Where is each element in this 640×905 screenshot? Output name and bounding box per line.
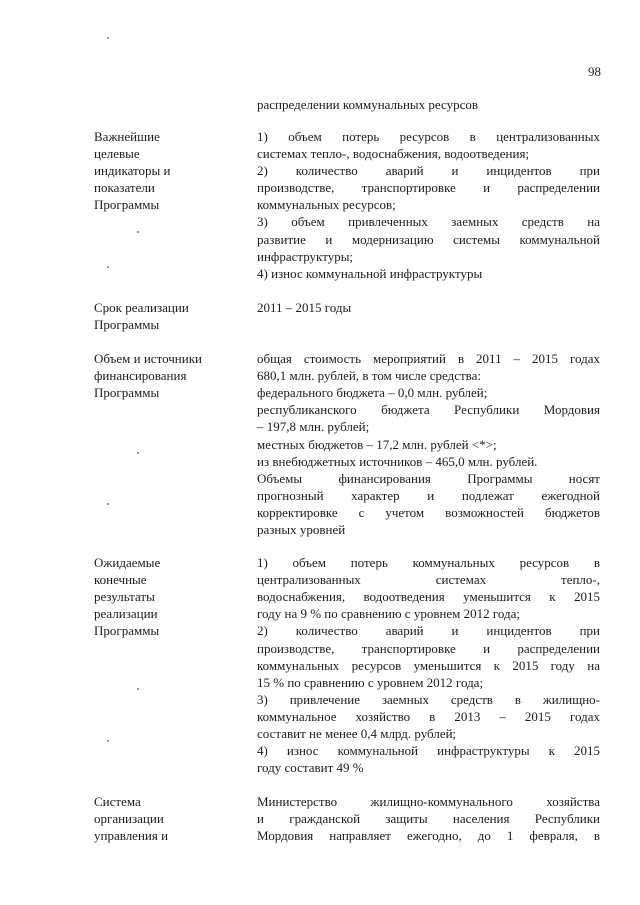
row-content [257, 554, 600, 776]
section-row [0, 793, 640, 844]
content-line: 15 % по сравнению с уровнем 2012 года; [257, 674, 484, 690]
content-line: коммунальных ресурсов; [257, 197, 396, 213]
content-line: Мордовия направляет ежегодно, до 1 февраля, в [257, 828, 600, 844]
label-line: Срок реализации [94, 299, 189, 315]
label-line: Система [94, 794, 141, 810]
section-row [0, 350, 640, 538]
content-line: из внебюджетных источников – 465,0 млн. рублей. [257, 453, 538, 469]
program-passport-table [0, 96, 640, 862]
content-line: 4) износ коммунальной инфраструктуры [257, 265, 483, 281]
content-line: 3) объем привлеченных заемных средств на [257, 214, 600, 230]
label-line: управления и [94, 828, 169, 844]
scan-speck [137, 231, 139, 233]
content-line: 2011 – 2015 годы [257, 299, 352, 315]
row-label [94, 299, 254, 333]
content-line: корректировке с учетом возможностей бюджетов [257, 504, 600, 520]
row-content [257, 350, 600, 538]
content-line: разных уровней [257, 521, 346, 537]
content-line: составит не менее 0,4 млрд. рублей; [257, 726, 457, 741]
content-line: развитие и модернизацию системы коммунальной [257, 231, 600, 247]
scan-speck [137, 452, 139, 454]
content-line: 4) износ коммунальной инфраструктуры к 2015 [257, 743, 600, 759]
content-line: федерального бюджета – 0,0 млн. рублей; [257, 385, 488, 401]
label-line: конечные [94, 572, 147, 588]
label-line: результаты [94, 589, 155, 605]
content-line: прогнозный характер и подлежат ежегодной [257, 487, 600, 503]
content-line: республиканского бюджета Республики Мордовия [257, 402, 600, 418]
row-content [257, 793, 600, 844]
label-line: показатели [94, 180, 155, 196]
content-line: 680,1 млн. рублей, в том числе средства: [257, 368, 482, 384]
content-line: инфраструктуры; [257, 248, 354, 264]
label-line: индикаторы и [94, 163, 171, 179]
label-line: Программы [94, 385, 160, 401]
content-line: Министерство жилищно-коммунального хозяйства [257, 794, 600, 810]
label-line: Программы [94, 197, 160, 213]
label-line: Объем и источники [94, 351, 202, 367]
label-line: организации [94, 811, 164, 827]
content-line: системах тепло-, водоснабжения, водоотведения; [257, 146, 530, 162]
label-line: Ожидаемые [94, 555, 161, 571]
label-line: целевые [94, 146, 140, 162]
content-line: коммунальное хозяйство в 2013 – 2015 годах [257, 708, 600, 724]
scan-speck [107, 37, 109, 39]
section-row [0, 128, 640, 282]
content-line: производстве, транспортировке и распределении [257, 640, 600, 656]
label-line: финансирования [94, 368, 187, 384]
content-line: водоснабжения, водоотведения уменьшится к 2015 [257, 589, 600, 605]
content-line: 2) количество аварий и инцидентов при [257, 623, 600, 639]
scan-speck [137, 688, 139, 690]
label-line: Важнейшие [94, 129, 160, 144]
content-line: году составит 49 % [257, 760, 364, 776]
content-line: 1) объем потерь коммунальных ресурсов в [257, 555, 600, 571]
section-row [0, 554, 640, 776]
content-line: 1) объем потерь ресурсов в централизованных [257, 129, 600, 144]
content-line: централизованных системах тепло-, [257, 572, 600, 588]
page-number: 98 [588, 64, 601, 79]
label-line: Программы [94, 623, 160, 639]
content-line: распределении коммунальных ресурсов [257, 97, 479, 112]
content-line: Объемы финансирования Программы носят [257, 470, 600, 486]
content-line: 2) количество аварий и инцидентов при [257, 163, 600, 179]
scan-speck [107, 503, 109, 505]
content-line: году на 9 % по сравнению с уровнем 2012 года; [257, 606, 521, 622]
row-label [94, 128, 254, 213]
content-line: местных бюджетов – 17,2 млн. рублей <*>; [257, 436, 497, 452]
row-label [94, 554, 254, 639]
continuation-row [0, 96, 640, 128]
label-line: реализации [94, 606, 158, 622]
row-content [257, 299, 600, 316]
scan-speck [107, 266, 109, 268]
content-line: производстве, транспортировке и распределении [257, 180, 600, 196]
content-line: – 197,8 млн. рублей; [257, 419, 370, 435]
content-line: и гражданской защиты населения Республики [257, 811, 600, 827]
label-line: Программы [94, 316, 160, 332]
row-label [94, 793, 254, 844]
row-label [94, 350, 254, 401]
row-content [257, 96, 600, 113]
section-row [0, 299, 640, 333]
content-line: коммунальных ресурсов уменьшится к 2015 году на [257, 657, 600, 673]
row-content [257, 128, 600, 282]
content-line: общая стоимость мероприятий в 2011 – 2015 годах [257, 351, 600, 367]
scan-speck [107, 740, 109, 742]
content-line: 3) привлечение заемных средств в жилищно- [257, 691, 600, 707]
